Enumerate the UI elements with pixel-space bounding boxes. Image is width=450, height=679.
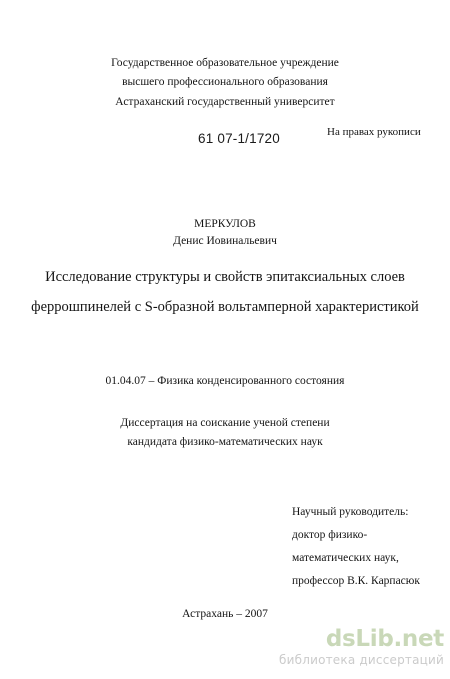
watermark-subtitle: библиотека диссертаций xyxy=(279,653,444,667)
institution-line-3: Астраханский государственный университет xyxy=(115,96,335,108)
supervisor-degree-line-2: математических наук, xyxy=(292,552,399,564)
catalog-stamp: 61 07-1/1720 xyxy=(198,131,280,146)
manuscript-note: На правах рукописи xyxy=(327,126,421,138)
author-given-names: Денис Иовинальевич xyxy=(173,235,277,247)
supervisor-label: Научный руководитель: xyxy=(292,506,409,518)
dissertation-title-line-1: Исследование структуры и свойств эпитаксиальных слоев xyxy=(45,269,405,285)
place-and-year: Астрахань – 2007 xyxy=(182,608,268,620)
dissertation-title-line-2: феррошпинелей с S-образной вольтамперной характеристикой xyxy=(31,299,419,315)
institution-line-1: Государственное образовательное учреждение xyxy=(111,57,339,69)
watermark-logo: dsLib.net xyxy=(325,626,444,652)
degree-line-1: Диссертация на соискание ученой степени xyxy=(120,417,330,429)
degree-line-2: кандидата физико-математических наук xyxy=(127,436,323,448)
author-surname: МЕРКУЛОВ xyxy=(194,218,256,230)
specialty-code: 01.04.07 – Физика конденсированного состояния xyxy=(105,375,345,387)
watermark xyxy=(254,626,444,676)
supervisor-name: профессор В.К. Карпасюк xyxy=(292,575,420,587)
supervisor-degree-line-1: доктор физико- xyxy=(292,529,368,541)
institution-line-2: высшего профессионального образования xyxy=(122,76,328,88)
